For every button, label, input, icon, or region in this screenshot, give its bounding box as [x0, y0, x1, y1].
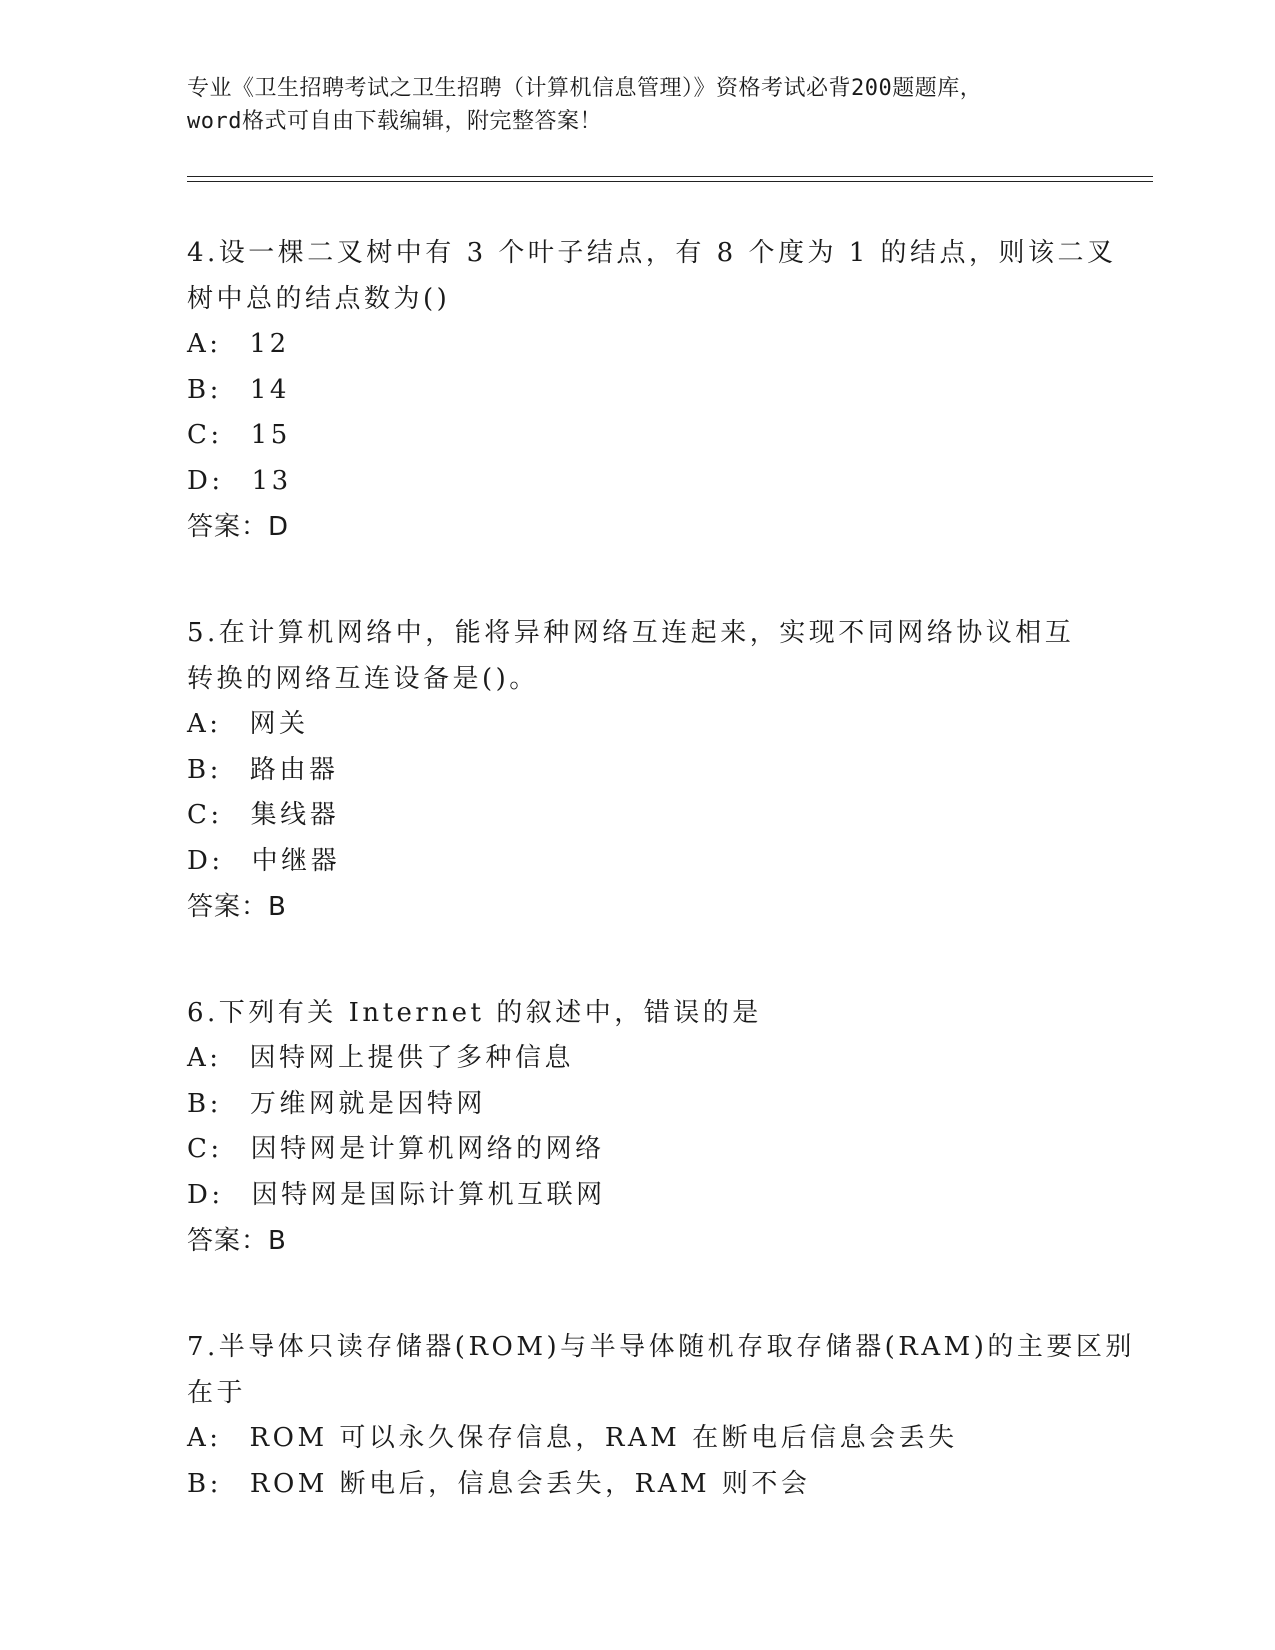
option-key: C:: [187, 1134, 223, 1164]
option-key: A:: [187, 329, 222, 359]
option-text: 因特网是计算机网络的网络: [250, 1134, 605, 1164]
header-line-1: 专业《卫生招聘考试之卫生招聘（计算机信息管理）》资格考试必背200题题库，: [187, 76, 983, 101]
option-key: D:: [187, 465, 224, 496]
option-text: 路由器: [249, 754, 339, 785]
question-text-line: 4.设一棵二叉树中有 3 个叶子结点，有 8 个度为 1 的结点，则该二叉: [187, 238, 1117, 268]
answer-line: 答案：B: [187, 892, 287, 922]
question-text-line: 5.在计算机网络中，能将异种网络互连起来，实现不同网络协议相互: [187, 618, 1075, 648]
option-text: 12: [249, 329, 290, 359]
question-6: [187, 990, 1087, 1264]
header-line-2: word格式可自由下载编辑，附完整答案！: [187, 109, 602, 134]
option-c: [187, 413, 1087, 459]
option-d: [187, 459, 1087, 505]
option-d: [187, 1173, 1087, 1219]
option-key: C:: [187, 800, 223, 830]
answer-line: 答案：B: [187, 1226, 287, 1256]
question-text-line: 转换的网络互连设备是()。: [187, 664, 539, 694]
option-key: D:: [187, 1179, 224, 1210]
option-text: 万维网就是因特网: [249, 1088, 486, 1119]
option-key: A:: [187, 1043, 222, 1073]
option-a: [187, 702, 1087, 748]
header-divider-bottom: [187, 181, 1153, 182]
answer-line: 答案：D: [187, 512, 290, 542]
question-4: [187, 230, 1117, 550]
option-a: [187, 1416, 1087, 1462]
option-key: A:: [187, 709, 222, 739]
option-a: [187, 1036, 1087, 1082]
question-text-line: 6.下列有关 Internet 的叙述中，错误的是: [187, 998, 762, 1028]
option-key: A:: [187, 1423, 222, 1453]
option-text: 因特网上提供了多种信息: [249, 1043, 575, 1073]
option-key: B:: [187, 1468, 222, 1499]
option-text: 因特网是国际计算机互联网: [251, 1179, 606, 1210]
option-b: [187, 748, 1087, 794]
option-key: B:: [187, 374, 222, 405]
option-b: [187, 1462, 1087, 1508]
option-text: 15: [250, 420, 291, 450]
option-text: 网关: [249, 709, 309, 739]
header-divider-top: [187, 176, 1153, 177]
document-header: [187, 72, 1087, 138]
option-key: C:: [187, 420, 223, 450]
option-text: 14: [249, 374, 290, 405]
question-7: [187, 1324, 1135, 1507]
option-c: [187, 793, 1087, 839]
option-text: 13: [251, 465, 292, 496]
question-text-line: 在于: [187, 1378, 247, 1408]
option-c: [187, 1127, 1087, 1173]
option-key: B:: [187, 754, 222, 785]
option-text: 集线器: [250, 800, 340, 830]
option-a: [187, 322, 1087, 368]
question-text-line: 7.半导体只读存储器(ROM)与半导体随机存取存储器(RAM)的主要区别: [187, 1332, 1135, 1362]
option-key: D:: [187, 845, 224, 876]
option-b: [187, 368, 1087, 414]
option-text: 中继器: [251, 845, 341, 876]
option-b: [187, 1082, 1087, 1128]
question-text-line: 树中总的结点数为(): [187, 284, 451, 314]
question-5: [187, 610, 1087, 930]
option-text: ROM 断电后，信息会丢失，RAM 则不会: [249, 1468, 811, 1499]
option-text: ROM 可以永久保存信息，RAM 在断电后信息会丢失: [249, 1423, 958, 1453]
option-key: B:: [187, 1088, 222, 1119]
question-list: [187, 230, 1135, 1507]
option-d: [187, 839, 1087, 885]
